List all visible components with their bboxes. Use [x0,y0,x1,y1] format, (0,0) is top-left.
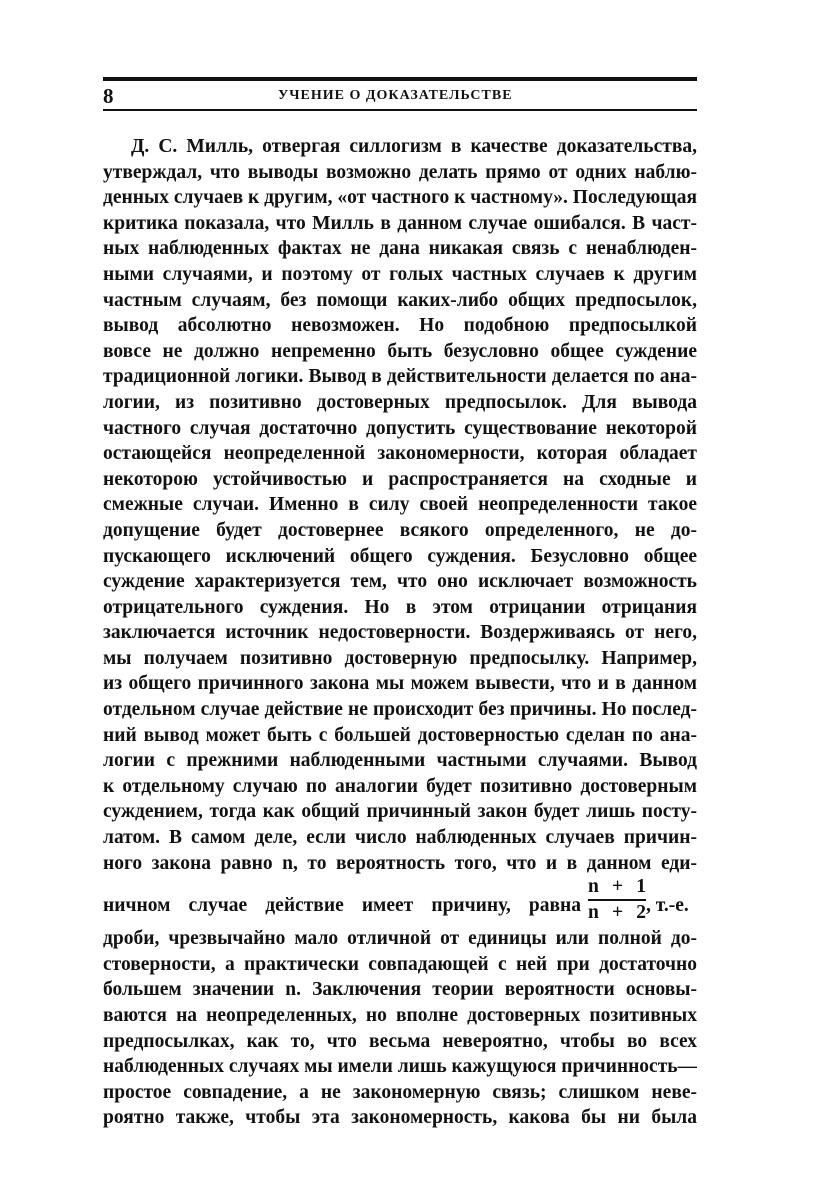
header-top-rule [103,77,697,81]
text-line: традиционной логики. Вывод в действительности делается по ана- [103,366,697,388]
text-line: ных наблюденных фактах не дана никакая связь с ненаблюден- [103,238,697,260]
body-text [103,134,697,1131]
text-line: латом. В самом деле, если число наблюденных случаев причин- [103,827,697,849]
text-line: некоторою устойчивостью и распространяется на сходные и [103,468,697,490]
text-line: денных случаев к другим, «от частного к частному». Последующая [103,187,697,209]
text-line: ного закона равно n, то вероятность того, что и в данном еди- [103,852,697,874]
text-line: вовсе не должно непременно быть безусловно общее суждение [103,340,697,362]
fraction [588,876,646,924]
text-line: роятно также, чтобы эта закономерность, какова бы ни была [103,1107,697,1129]
text-line: предпосылках, как то, что весьма невероятно, чтобы во всех [103,1030,697,1052]
fraction-bar [588,899,646,901]
text-line: ваются на неопределенных, но вполне достоверных позитивных [103,1005,697,1026]
text-line: заключается источник недостоверности. Воздерживаясь от него, [103,622,697,644]
formula-line [103,876,697,926]
text-line: Д. С. Милль, отвергая силлогизм в качестве доказательства, [131,136,697,157]
page-number: 8 [103,84,114,108]
text-line: ний вывод может быть с большей достоверностью сделан по ана- [103,724,697,746]
text-line: пускающего исключений общего суждения. Безусловно общее [103,545,697,567]
text-line: простое совпадение, а не закономерную связь; слишком неве- [103,1081,697,1103]
text-line: частного случая достаточно допустить существование некоторой [103,417,697,439]
text-line: частным случаям, без помощи каких-либо общих предпосылок, [103,289,697,311]
text-line: наблюденных случаях мы имели лишь кажущуюся причинность— [103,1056,697,1078]
text-line: смежные случаи. Именно в силу своей неопределенности такое [103,494,697,516]
text-line: суждением, тогда как общий причинный закон будет лишь посту- [103,801,697,823]
text-line: остающейся неопределенной закономерности, которая обладает [103,443,697,465]
text-line: критика показала, что Милль в данном случае ошибался. В част- [103,212,697,234]
text-line: суждение характеризуется тем, что оно исключает возможность [103,571,697,593]
text-line: логии с прежними наблюденными частными случаями. Вывод [103,750,697,772]
text-line: стоверности, а практически совпадающей с ней при достаточно [103,953,697,975]
text-line: вывод абсолютно невозможен. Но подобною предпосылкой [103,315,697,337]
fraction-numerator: n + 1 [588,876,646,898]
text-line: дроби, чрезвычайно мало отличной от единицы или полной до- [103,928,697,950]
text-line: мы получаем позитивно достоверную предпосылку. Например, [103,647,697,669]
text-line: отрицательного суждения. Но в этом отрицании отрицания [103,596,697,618]
text-line: большем значении n. Заключения теории вероятности основы- [103,979,697,1001]
page-header [103,84,697,108]
header-bottom-rule [103,109,697,111]
text-line: утверждал, что выводы возможно делать прямо от одних наблю- [103,161,697,183]
running-title: УЧЕНИЕ О ДОКАЗАТЕЛЬСТВЕ [278,88,513,103]
formula-line-text: ничном случае действие имеет причину, равна [103,895,581,917]
formula-tail: , т.-е. [646,895,689,917]
text-line: логии, из позитивно достоверных предпосылок. Для вывода [103,391,697,413]
text-line: отдельном случае действие не происходит без причины. Но послед- [103,699,697,721]
text-line: ными случаями, и поэтому от голых частных случаев к другим [103,263,697,285]
text-line: допущение будет достовернее всякого определенного, не до- [103,519,697,541]
text-line: из общего причинного закона мы можем вывести, что и в данном [103,673,697,695]
text-line: к отдельному случаю по аналогии будет позитивно достоверным [103,775,697,797]
fraction-denominator: n + 2 [588,902,646,924]
